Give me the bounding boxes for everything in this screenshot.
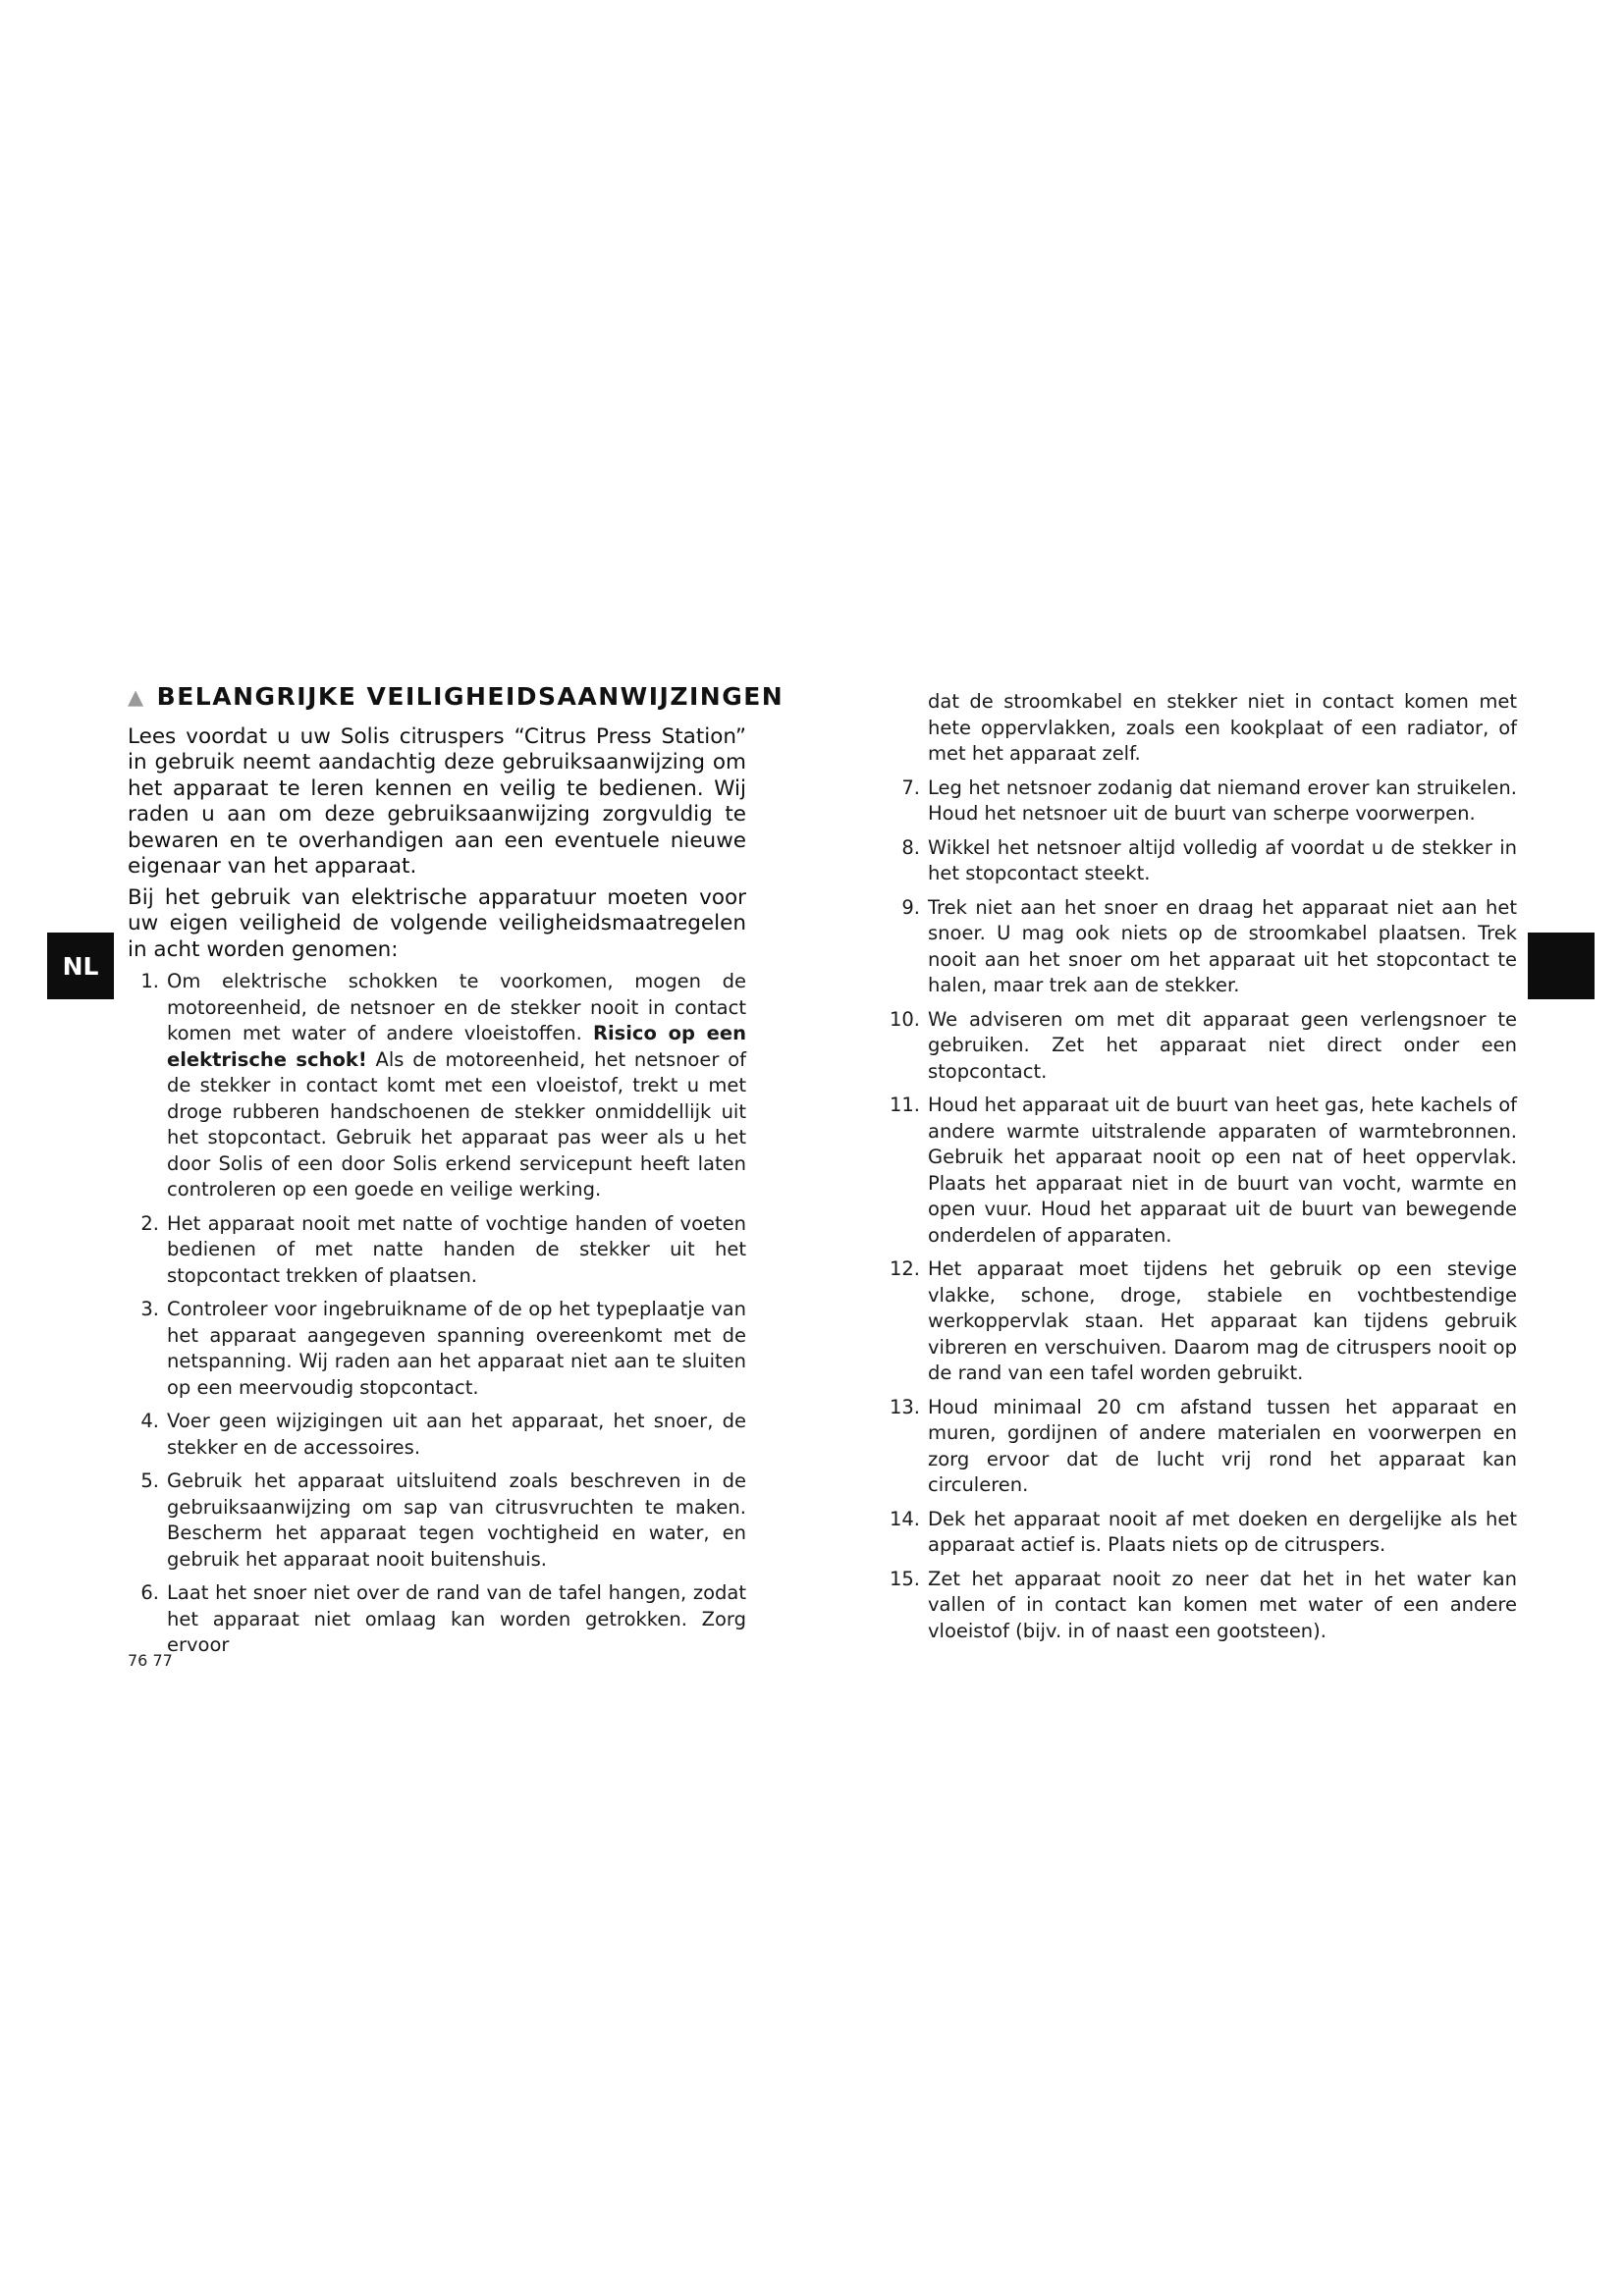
intro-paragraph: Lees voordat u uw Solis citruspers “Citrus Press Station” in gebruik neemt aandachtig deze gebruiksaanwijzing om het apparaat te leren kennen en veilig te bedienen. Wij raden u aan om deze gebruiksaanwijzing zorgvuldig te bewaren en te overhandigen aan een eventuele nieuwe eigenaar van het apparaat. [128, 723, 746, 879]
page-numbers: 76 77 [128, 1651, 173, 1670]
item-number: 1. [140, 970, 159, 992]
item-text-post: Als de motoreenheid, het netsnoer of de stekker in contact komt met een vloeistof, trekt u met droge rubberen handschoenen de stekker onmiddellijk uit het stopcontact. Gebruik het apparaat pas weer als u het door Solis of een door Solis erkend servicepunt heeft laten controleren op een goede en veilige werking. [167, 1047, 746, 1201]
item-number: 15. [889, 1567, 920, 1590]
item-number: 13. [889, 1395, 920, 1418]
item-text: We adviseren om met dit apparaat geen verlengsnoer te gebruiken. Zet het apparaat niet direct onder een stopcontact. [928, 1007, 1517, 1083]
item-number: 4. [140, 1410, 159, 1432]
item-text: Leg het netsnoer zodanig dat niemand erover kan struikelen. Houd het netsnoer uit de buurt van scherpe voorwerpen. [928, 775, 1517, 825]
item-text: Gebruik het apparaat uitsluitend zoals beschreven in de gebruiksaanwijzing om sap van citrusvruchten te maken. Bescherm het apparaat tegen vochtigheid en water, en gebruik het apparaat nooit buitenshuis. [167, 1469, 746, 1571]
list-item [889, 1093, 1517, 1249]
item-text: Het apparaat moet tijdens het gebruik op een stevige vlakke, schone, droge, stabiele en vochtbestendige werkoppervlak staan. Het apparaat kan tijdens gebruik vibreren en verschuiven. Daarom mag de citruspers nooit op de rand van een tafel worden gebruikt. [928, 1257, 1517, 1384]
item-number: 11. [889, 1094, 920, 1116]
section-heading [128, 682, 785, 711]
intro-paragraph-2: Bij het gebruik van elektrische apparatuur moeten voor uw eigen veiligheid de volgende veiligheidsmaatregelen in acht worden genomen: [128, 884, 746, 962]
list-item [889, 1507, 1517, 1559]
section-title: BELANGRIJKE VEILIGHEIDSAANWIJZINGEN [156, 682, 785, 711]
list-item [128, 1297, 746, 1401]
item-text: Controleer voor ingebruikname of de op het typeplaatje van het apparaat aangegeven spanning overeenkomt met de netspanning. Wij raden aan het apparaat niet aan te sluiten op een meervoudig stopcontact. [167, 1298, 746, 1399]
list-item [889, 775, 1517, 828]
list-item [889, 1567, 1517, 1645]
safety-list-right [889, 775, 1517, 1645]
language-tab: NL [47, 933, 114, 999]
list-item [889, 835, 1517, 887]
left-column [128, 682, 785, 1667]
item-number: 2. [140, 1211, 159, 1235]
list-item [128, 1468, 746, 1573]
item-text: Dek het apparaat nooit af met doeken en dergelijke als het apparaat actief is. Plaats niets op de citruspers. [928, 1507, 1517, 1556]
list-item [128, 1211, 746, 1290]
item-text: Zet het apparaat nooit zo neer dat het in het water kan vallen of in contact kan komen met water of een andere vloeistof (bijv. in of naast een gootsteen). [928, 1567, 1517, 1642]
item-text [167, 970, 746, 1201]
item-number: 14. [889, 1507, 920, 1530]
item-number: 9. [901, 895, 920, 919]
item-text-bold: Risico op een elektrische schok! [167, 1022, 747, 1071]
item-number: 3. [140, 1298, 159, 1320]
item-text: Het apparaat nooit met natte of vochtige handen of voeten bedienen of met natte handen de stekker uit het stopcontact trekken of plaatsen. [167, 1211, 746, 1287]
item-number: 5. [140, 1469, 159, 1492]
list-item [889, 1395, 1517, 1499]
item-text: Voer geen wijzigingen uit aan het apparaat, het snoer, de stekker en de accessoires. [167, 1410, 746, 1459]
item-number: 6. [140, 1581, 159, 1604]
item-text: Houd minimaal 20 cm afstand tussen het apparaat en muren, gordijnen of andere materialen en voorwerpen en zorg ervoor dat de lucht vrij rond het apparaat kan circuleren. [928, 1395, 1517, 1496]
list-item [128, 969, 746, 1203]
item-text: Laat het snoer niet over de rand van de tafel hangen, zodat het apparaat niet omlaag kan worden getrokken. Zorg ervoor [167, 1581, 746, 1656]
item-number: 12. [889, 1257, 920, 1280]
item-text: Houd het apparaat uit de buurt van heet gas, hete kachels of andere warmte uitstralende apparaten of warmtebronnen. Gebruik het apparaat nooit op een nat of heet oppervlak. Plaats het apparaat niet in de buurt van vocht, warmte en open vuur. Houd het apparaat uit de buurt van bewegende onderdelen of apparaten. [928, 1094, 1517, 1247]
item-text-pre: Om elektrische schokken te voorkomen, mogen de motoreenheid, de netsnoer en de stekker nooit in contact komen met water of andere vloeistoffen. [167, 970, 746, 1044]
right-column [889, 689, 1517, 1652]
list-item [889, 1256, 1517, 1387]
item-text: Wikkel het netsnoer altijd volledig af voordat u de stekker in het stopcontact steekt. [928, 835, 1517, 884]
list-item [889, 895, 1517, 999]
item-6-continuation: dat de stroomkabel en stekker niet in contact komen met hete oppervlakken, zoals een kookplaat of een radiator, of met het apparaat zelf. [928, 690, 1517, 765]
list-item [128, 1409, 746, 1461]
item-number: 10. [889, 1007, 920, 1031]
list-item [128, 1580, 746, 1659]
warning-triangle-icon: ▲ [128, 685, 145, 709]
item-number: 8. [901, 835, 920, 859]
item-number: 7. [901, 775, 920, 799]
list-item [889, 1007, 1517, 1086]
section-tab-marker [1528, 933, 1595, 999]
item-text: Trek niet aan het snoer en draag het apparaat niet aan het snoer. U mag ook niets op de stroomkabel plaatsen. Trek nooit aan het snoer om het apparaat uit het stopcontact te halen, maar trek aan de stekker. [928, 895, 1517, 996]
safety-list-left [128, 969, 746, 1659]
